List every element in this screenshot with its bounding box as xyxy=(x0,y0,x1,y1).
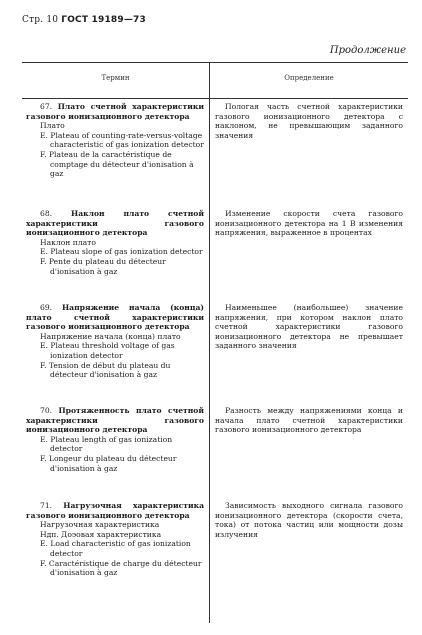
page-header xyxy=(22,15,146,25)
page-number: Стр. 10 xyxy=(22,15,59,25)
header-rule xyxy=(22,98,408,99)
english-equivalent: E. Plateau slope of gas ionization detector xyxy=(40,247,203,257)
definition-text: Пологая часть счетной характеристики газового ионизационного детектора с наклоном, не превышающим заданного значения xyxy=(215,102,403,140)
column-header-term: Термин xyxy=(101,74,130,82)
deprecated-term: Ндп. Доэовая характеристика xyxy=(40,529,162,539)
column-header-definition: Определение xyxy=(284,74,334,82)
definition-text: Зависимость выходного сигнала газового ионизационного детектора (скорости счета, тока) от потока частиц или мощности дозы излучения xyxy=(215,501,403,539)
term-title: 71. Нагрузочная характеристика газового ионизационного детектора xyxy=(26,501,204,520)
column-divider xyxy=(209,63,210,623)
term-title: 70. Протяженность плато счетной характеристики газового ионизационного детектора xyxy=(26,406,204,435)
term-cell xyxy=(26,406,204,473)
french-equivalent: F. Tension de début du plateau du détecteur d'ionisation à gaz xyxy=(40,360,171,380)
term-cell xyxy=(26,501,204,578)
english-equivalent: E. Load characteristic of gas ionization detector xyxy=(40,539,191,558)
definition-text: Разность между напряжениями конца и начала плато счетной характеристики газового ионизационного детектора xyxy=(215,406,403,435)
french-equivalent: F. Longeur du plateau du détecteur d'ionisation à gaz xyxy=(40,453,177,473)
short-term: Напряжение начала (конца) плато xyxy=(40,331,181,341)
english-equivalent: E. Plateau length of gas ionization detector xyxy=(40,434,173,454)
definition-cell xyxy=(215,303,403,351)
term-cell xyxy=(26,102,204,179)
terms-table xyxy=(22,62,408,623)
short-term: Наклон плато xyxy=(40,237,96,247)
term-title: 69. Напряжение начала (конца) плато счетной характеристики газового ионизационного детектора xyxy=(26,303,204,332)
term-cell xyxy=(26,209,204,276)
term-title: 67. Плато счетной характеристики газового ионизационного детектора xyxy=(26,102,204,121)
definition-cell xyxy=(215,209,403,238)
definition-cell xyxy=(215,406,403,435)
term-title: 68. Наклон плато счетной характеристики газового ионизационного детектора xyxy=(26,209,204,238)
definition-text: Наименьшее (наибольшее) значение напряжения, при котором наклон плато счетной характеристики газового ионизационного детектора не превышает заданного значения xyxy=(215,303,403,351)
continuation-label: Продолжение xyxy=(329,45,406,56)
french-equivalent: F. Caractéristique de charge du détecteur d'ionisation à gaz xyxy=(40,558,202,578)
short-term: Плато xyxy=(40,121,65,131)
english-equivalent: E. Plateau of counting-rate-versus-voltage characteristic of gas ionization detector xyxy=(40,130,204,150)
english-equivalent: E. Plateau threshold voltage of gas ionization detector xyxy=(40,341,175,360)
definition-cell xyxy=(215,501,403,539)
definition-cell xyxy=(215,102,403,140)
definition-text: Изменение скорости счета газового ионизационного детектора на 1 В изменения напряжения, выраженное в процентах xyxy=(215,209,403,238)
short-term: Нагрузочная характеристика xyxy=(40,520,160,530)
french-equivalent: F. Pente du plateau du détecteur d'ionisation à gaz xyxy=(40,256,166,276)
term-cell xyxy=(26,303,204,380)
french-equivalent: F. Plateau de la caractéristique de comptage du détecteur d'ionisation à gaz xyxy=(40,149,194,179)
standard-number: ГОСТ 19189—73 xyxy=(61,15,146,25)
